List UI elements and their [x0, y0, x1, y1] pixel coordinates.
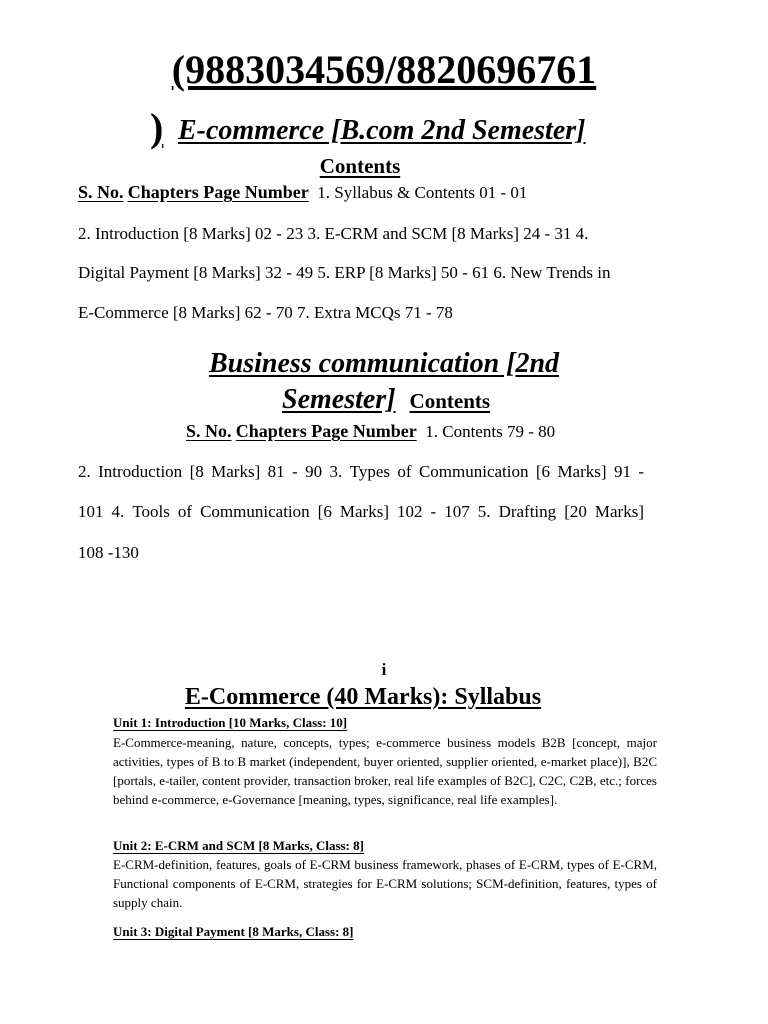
- syllabus-title: E-Commerce (40 Marks): Syllabus: [184, 684, 542, 710]
- word: Introduction: [98, 462, 183, 481]
- unit-3-heading: Unit 3: Digital Payment [8 Marks, Class: 8]: [113, 924, 354, 939]
- ecommerce-toc-line-2: 2. Introduction [8 Marks] 02 - 23 3. E-CRM and SCM [8 Marks] 24 - 31 4.: [78, 224, 589, 243]
- word: Marks]: [339, 502, 389, 521]
- word: Marks]: [211, 462, 261, 481]
- sno-header: S. No.: [78, 182, 124, 202]
- word: 102: [397, 502, 423, 521]
- word: Marks]: [594, 502, 644, 521]
- word: of: [177, 502, 193, 521]
- ecommerce-toc-line-4: E-Commerce [8 Marks] 62 - 70 7. Extra MCQs 71 - 78: [78, 303, 453, 322]
- word: of: [397, 462, 412, 481]
- bc-toc-line-2: [78, 461, 644, 483]
- toc-entry: 1. Contents 79 - 80: [425, 422, 556, 441]
- ecommerce-toc-line-1: [78, 181, 527, 204]
- phone-numbers: (9883034569/8820696761: [171, 47, 597, 92]
- bc-contents-heading: Contents: [409, 389, 491, 413]
- word: 90: [305, 462, 323, 481]
- business-communication-title-line2: [282, 382, 490, 419]
- word: 4.: [111, 502, 125, 521]
- word: -: [430, 502, 437, 521]
- bc-toc-line-4: 108 -130: [78, 543, 139, 562]
- word: 2.: [78, 462, 91, 481]
- closing-paren: ): [150, 105, 164, 150]
- toc-entry: 1. Syllabus & Contents 01 - 01: [317, 183, 528, 202]
- word: Communication: [418, 462, 529, 481]
- ecommerce-title: E-commerce [B.com 2nd Semester]: [178, 115, 586, 146]
- unit-1-heading: Unit 1: Introduction [10 Marks, Class: 10]: [113, 715, 348, 730]
- word: Tools: [132, 502, 170, 521]
- word: -: [292, 462, 298, 481]
- word: 107: [444, 502, 470, 521]
- word: 91: [613, 462, 631, 481]
- bc-toc-line-3: [78, 501, 644, 523]
- bc-sno-header: S. No.: [186, 421, 232, 441]
- word: -: [638, 462, 644, 481]
- word: 3.: [329, 462, 343, 481]
- bc-toc-line-1: [186, 420, 555, 443]
- word: Communication: [200, 502, 310, 521]
- word: 81: [267, 462, 285, 481]
- word: [6: [535, 462, 551, 481]
- semester-text: Semester]: [282, 384, 396, 415]
- word: Drafting: [498, 502, 557, 521]
- page-number: i: [381, 660, 387, 679]
- word: 5.: [477, 502, 491, 521]
- word: [20: [564, 502, 587, 521]
- chapters-page-number-header: Chapters Page Number: [127, 182, 309, 202]
- ecommerce-contents-heading: Contents: [319, 154, 401, 178]
- bc-chapters-page-number-header: Chapters Page Number: [235, 421, 417, 441]
- word: [6: [317, 502, 332, 521]
- word: [8: [189, 462, 204, 481]
- unit-1-body: E-Commerce-meaning, nature, concepts, types; e-commerce business models B2B [concept, major activities, types of B to B market (independent, buyer oriented, supplier oriented, e-market place)], B2C [portals, e-tailer, content provider, transaction broker, real life examples of B2C], C2C, C2B, etc.; forces behind e-commerce, e-Governance [meaning, types, significance, real life examples].: [113, 735, 657, 807]
- word: Types: [349, 462, 390, 481]
- word: Marks]: [557, 462, 607, 481]
- ecommerce-toc-line-3: Digital Payment [8 Marks] 32 - 49 5. ERP [8 Marks] 50 - 61 6. New Trends in: [78, 263, 611, 282]
- business-communication-title: Business communication [2nd: [208, 348, 560, 379]
- unit-2-body: E-CRM-definition, features, goals of E-CRM business framework, phases of E-CRM, types of E-CRM, Functional components of E-CRM, strategies for E-CRM solutions; SCM-definition, features, types of supply chain.: [113, 857, 657, 910]
- word: 101: [78, 502, 104, 521]
- unit-2-heading: Unit 2: E-CRM and SCM [8 Marks, Class: 8]: [113, 838, 364, 853]
